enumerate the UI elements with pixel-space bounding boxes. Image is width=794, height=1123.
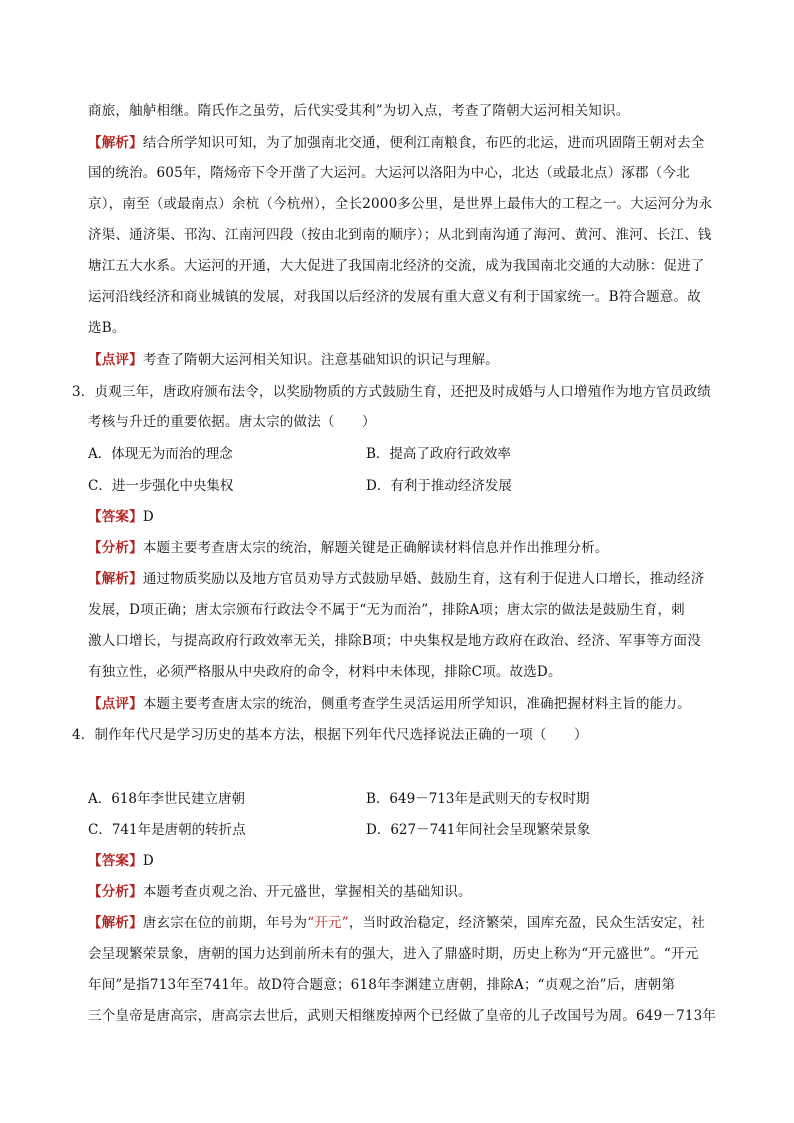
- answer-value: D: [142, 853, 154, 869]
- q3-fenxi: [88, 538, 609, 558]
- q3-option-d: D．有利于推动经济发展: [366, 478, 512, 494]
- analysis-text-c: ，当时政治稳定，经济繁荣，国库充盈，民众生活安定，社: [348, 915, 706, 931]
- comment-tag: 【点评】: [88, 696, 143, 712]
- q4-option-d: D．627－741年间社会呈现繁荣景象: [366, 822, 591, 838]
- q2-continuation: 商旅，舳舻相继。隋氏作之虽劳，后代实受其利”为切入点，考查了隋朝大运河相关知识。: [88, 103, 630, 119]
- answer-tag: 【答案】: [88, 853, 143, 869]
- q3-answer: [88, 507, 154, 527]
- q2-analysis-line-6: 运河沿线经济和商业城镇的发展，对我国以后经济的发展有重大意义有利于国家统一。B符合题意。故: [88, 289, 701, 305]
- q3-stem-line-2: 考核与升迁的重要依据。唐太宗的做法（ ）: [88, 414, 376, 430]
- q4-analysis-line-2: 会呈现繁荣景象，唐朝的国力达到前所未有的强大，进入了鼎盛时期，历史上称为“开元盛世”。“开元: [88, 946, 699, 962]
- analysis-text: 通过物质奖励以及地方官员劝导方式鼓励早婚、鼓励生育，这有利于促进人口增长，推动经济: [142, 571, 705, 587]
- q4-analysis-line-1: [88, 913, 705, 933]
- q3-option-a: A．体现无为而治的理念: [88, 446, 233, 462]
- q2-analysis-line-7: 选B。: [88, 320, 126, 336]
- q3-analysis-line-1: [88, 569, 705, 589]
- analysis-text: 结合所学知识可知，为了加强南北交通，便利江南粮食，布匹的北运，进而巩固隋王朝对去全: [142, 135, 705, 151]
- q3-analysis-line-3: 激人口增长，与提高政府行政效率无关，排除B项；中央集权是地方政府在政治、经济、军事等方面没: [88, 633, 701, 649]
- q4-option-a: A．618年李世民建立唐朝: [88, 791, 246, 807]
- q4-option-c: C．741年是唐朝的转折点: [88, 822, 246, 838]
- q4-answer: [88, 851, 154, 871]
- q2-comment: [88, 350, 499, 370]
- q2-analysis-line-4: 济渠、通济渠、邗沟、江南河四段（按由北到南的顺序）；从北到南沟通了海河、黄河、淮河、长江、钱: [88, 227, 712, 243]
- q4-fenxi: [88, 882, 472, 902]
- answer-tag: 【答案】: [88, 509, 143, 525]
- q2-analysis-line-2: 国的统治。605年，隋炀帝下令开凿了大运河。大运河以洛阳为中心，北达（或最北点）涿郡（今北: [88, 165, 690, 181]
- answer-value: D: [142, 509, 154, 525]
- q3-analysis-line-4: 有独立性，必须严格服从中央政府的命令，材料中未体现，排除C项。故选D。: [88, 664, 562, 680]
- q4-analysis-line-3: 年间”是指713年至741年。故D符合题意；618年李渊建立唐朝，排除A；“贞观之治”后，唐朝第: [88, 977, 676, 993]
- kaiyuan-highlight: “开元”: [307, 915, 349, 931]
- comment-text: 本题主要考查唐太宗的统治，侧重考查学生灵活运用所学知识，准确把握材料主旨的能力。: [142, 696, 691, 712]
- analysis-text-a: 唐玄宗在位的前期，年号为: [142, 915, 308, 931]
- q3-stem-line-1: 3．贞观三年，唐政府颁布法令，以奖励物质的方式鼓励生育，还把及时成婚与人口增殖作为地方官员政绩: [72, 384, 711, 400]
- q4-stem: 4．制作年代尺是学习历史的基本方法，根据下列年代尺选择说法正确的一项（ ）: [72, 727, 588, 743]
- q2-analysis-line-5: 塘江五大水系。大运河的开通，大大促进了我国南北经济的交流，成为我国南北交通的大动脉：促进了: [88, 258, 705, 274]
- fenxi-text: 本题主要考查唐太宗的统治，解题关键是正确解读材料信息并作出推理分析。: [142, 540, 609, 556]
- q3-option-b: B．提高了政府行政效率: [366, 446, 511, 462]
- q4-option-b: B．649－713年是武则天的专权时期: [366, 791, 590, 807]
- q3-analysis-line-2: 发展，D项正确；唐太宗颁布行政法令不属于“无为而治”，排除A项；唐太宗的做法是鼓励生育，刺: [88, 602, 685, 618]
- q2-analysis-line-1: [88, 133, 705, 153]
- analysis-tag: 【解析】: [88, 915, 143, 931]
- analysis-tag: 【解析】: [88, 135, 143, 151]
- fenxi-text: 本题考查贞观之治、开元盛世，掌握相关的基础知识。: [142, 884, 472, 900]
- comment-tag: 【点评】: [88, 352, 143, 368]
- q4-analysis-line-4: 三个皇帝是唐高宗，唐高宗去世后，武则天相继废掉两个已经做了皇帝的儿子改国号为周。649－713年: [88, 1008, 717, 1024]
- q3-option-c: C．进一步强化中央集权: [88, 478, 234, 494]
- analysis-tag: 【解析】: [88, 571, 143, 587]
- q2-analysis-line-3: 京），南至（或最南点）余杭（今杭州），全长2000多公里，是世界上最伟大的工程之一。大运河分为永: [88, 196, 713, 212]
- fenxi-tag: 【分析】: [88, 540, 143, 556]
- comment-text: 考查了隋朝大运河相关知识。注意基础知识的识记与理解。: [142, 352, 500, 368]
- fenxi-tag: 【分析】: [88, 884, 143, 900]
- q3-comment: [88, 694, 691, 714]
